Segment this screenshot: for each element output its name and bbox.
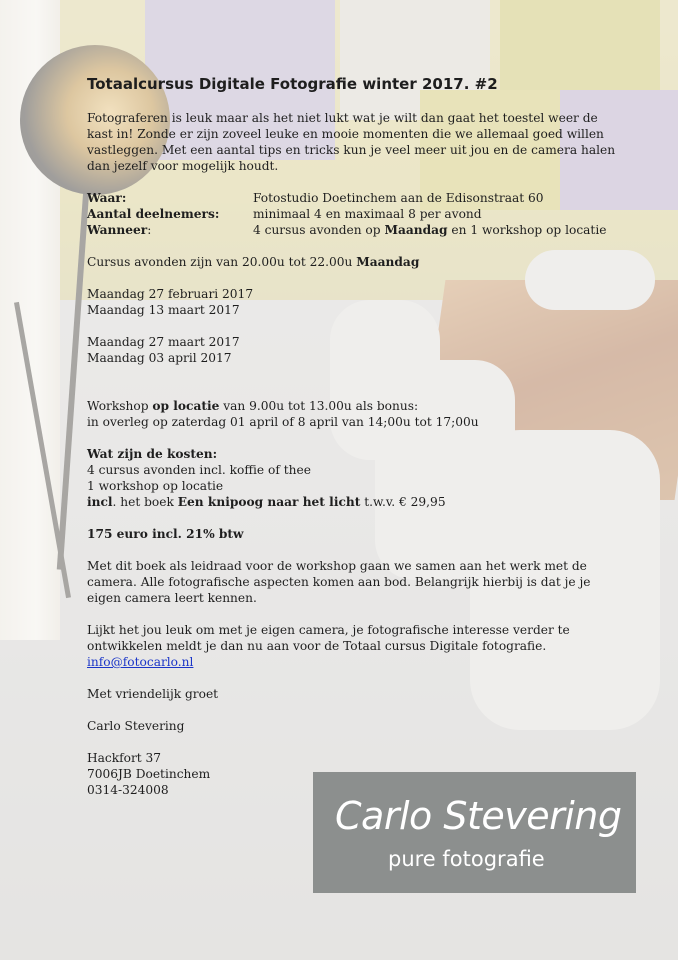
wanneer-value	[253, 222, 606, 238]
wanneer-value-part1: 4 cursus avonden op	[253, 223, 385, 237]
date-item: Maandag 27 maart 2017	[87, 335, 240, 349]
date-item: Maandag 13 maart 2017	[87, 303, 240, 317]
greeting: Met vriendelijk groet	[87, 687, 219, 701]
workshop-line-1	[87, 398, 627, 414]
workshop-text-b: van 9.00u tot 13.00u als bonus:	[219, 399, 419, 413]
intro-paragraph: Fotograferen is leuk maar als het niet lukt wat je wilt dan gaat het toestel weer de kast in! Zonde er zijn zoveel leuke en mooie momenten die we allemaal goed willen vastleggen. Met een aantal tips en tricks kun je veel meer uit jou en de camera halen dan jezelf voor mogelijk houdt.	[87, 111, 616, 173]
address-street: Hackfort 37	[87, 751, 162, 765]
costs-item-book	[87, 494, 627, 510]
date-item: Maandag 03 april 2017	[87, 351, 232, 365]
logo-tagline: pure fotografie	[388, 847, 545, 871]
costs-book-title: Een knipoog naar het licht	[177, 495, 361, 509]
info-row-deelnemers	[87, 206, 627, 222]
workshop-line-2: in overleg op zaterdag 01 april of 8 april van 14;00u tot 17;00u	[87, 415, 479, 429]
address-city: 7006JB Doetinchem	[87, 767, 211, 781]
course-times-text: Cursus avonden zijn van 20.00u tot 22.00u	[87, 255, 357, 269]
price: 175 euro incl. 21% btw	[87, 527, 244, 541]
wanneer-value-day: Maandag	[384, 223, 448, 237]
costs-book-prefix: . het boek	[112, 495, 178, 509]
workshop-location: op locatie	[152, 399, 220, 413]
wanneer-label-wrap	[87, 222, 253, 238]
waar-value: Fotostudio Doetinchem aan de Edisonstraat 60	[253, 191, 544, 205]
workshop-text-a: Workshop	[87, 399, 153, 413]
wanneer-colon: :	[147, 223, 152, 237]
book-paragraph: Met dit boek als leidraad voor de workshop gaan we samen aan het werk met de camera. Alle fotografische aspecten komen aan bod. Belangrijk hierbij is dat je je eigen camera leert kennen.	[87, 559, 591, 605]
costs-item: 1 workshop op locatie	[87, 479, 224, 493]
waar-label: Waar:	[87, 191, 127, 205]
costs-heading: Wat zijn de kosten:	[87, 447, 218, 461]
info-row-waar	[87, 190, 627, 206]
address-phone: 0314-324008	[87, 783, 169, 797]
info-row-wanneer	[87, 222, 627, 238]
costs-incl: incl	[87, 495, 113, 509]
signature: Carlo Stevering	[87, 719, 185, 733]
wanneer-value-part2: en 1 workshop op locatie	[447, 223, 607, 237]
course-times-day: Maandag	[356, 255, 420, 269]
deelnemers-value: minimaal 4 en maximaal 8 per avond	[253, 207, 482, 221]
deelnemers-label: Aantal deelnemers:	[87, 207, 220, 221]
brand-logo	[313, 772, 636, 893]
flyer-text	[87, 74, 627, 798]
wanneer-label: Wanneer	[87, 223, 148, 237]
email-link[interactable]: info@fotocarlo.nl	[87, 655, 194, 669]
costs-item: 4 cursus avonden incl. koffie of thee	[87, 463, 311, 477]
logo-name: Carlo Stevering	[335, 794, 622, 838]
costs-book-value: t.w.v. € 29,95	[360, 495, 446, 509]
date-item: Maandag 27 februari 2017	[87, 287, 254, 301]
page-title: Totaalcursus Digitale Fotografie winter 2017. #2	[87, 75, 498, 93]
signup-paragraph: Lijkt het jou leuk om met je eigen camera, je fotografische interesse verder te ontwikkelen meldt je dan nu aan voor de Totaal cursus Digitale fotografie.	[87, 623, 570, 653]
course-times	[87, 254, 627, 270]
